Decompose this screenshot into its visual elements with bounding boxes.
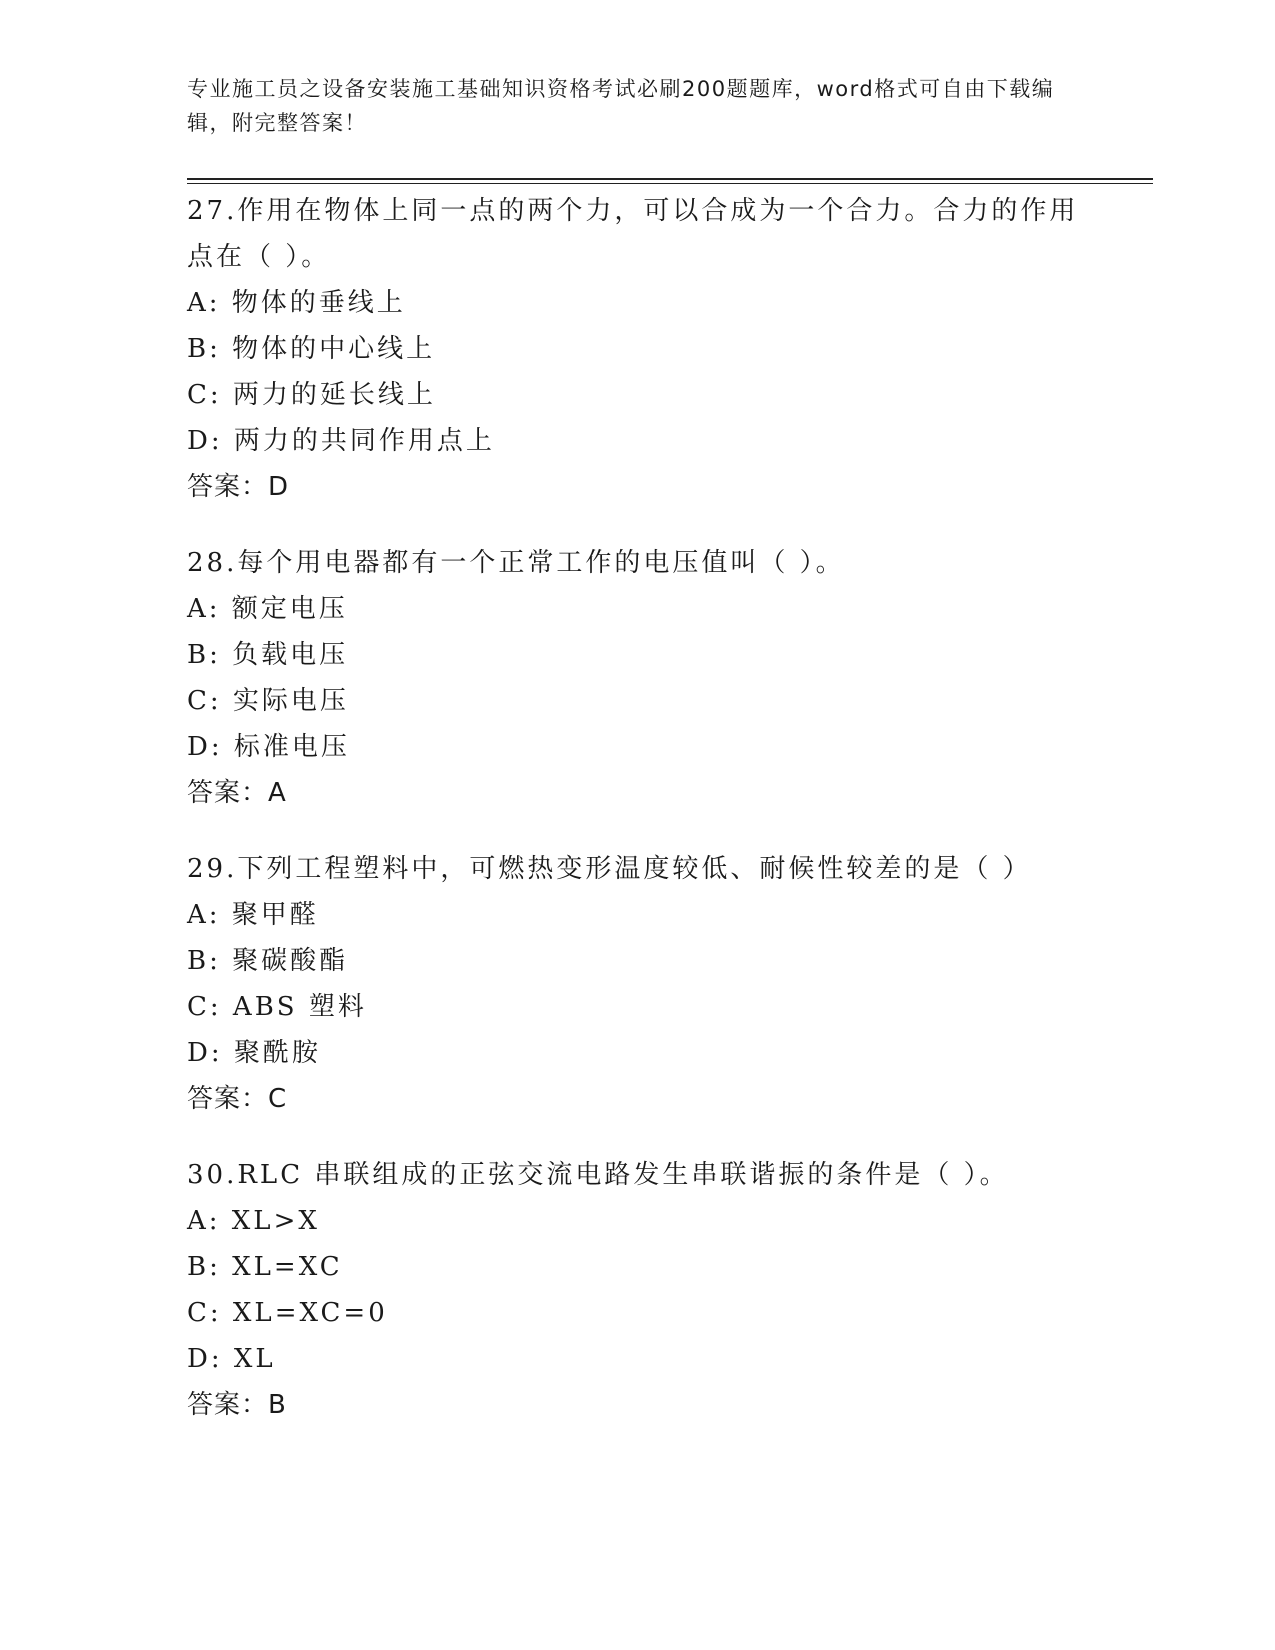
answer: 答案：C (187, 1084, 288, 1114)
option-c: C: 两力的延长线上 (187, 380, 436, 410)
option-c: C: XL=XC=0 (187, 1298, 388, 1328)
option-d: D: 标准电压 (187, 732, 350, 762)
question-stem: 29.下列工程塑料中，可燃热变形温度较低、耐候性较差的是（ ） (187, 854, 1032, 884)
answer: 答案：A (187, 778, 287, 808)
question-stem: 27.作用在物体上同一点的两个力，可以合成为一个合力。合力的作用点在（ ）。 (187, 196, 1079, 272)
option-c: C: ABS 塑料 (187, 992, 367, 1022)
answer: 答案：D (187, 472, 290, 502)
document-header: 专业施工员之设备安装施工基础知识资格考试必刷200题题库，word格式可自由下载编辑，附完整答案！ (187, 77, 1055, 135)
option-d: D: 两力的共同作用点上 (187, 426, 495, 456)
option-b: B: 物体的中心线上 (187, 334, 436, 364)
question-stem: 28.每个用电器都有一个正常工作的电压值叫（ ）。 (187, 548, 845, 578)
question-27 (187, 188, 1087, 510)
option-a: A: XL>X (187, 1206, 320, 1236)
option-a: A: 物体的垂线上 (187, 288, 406, 318)
header-rule-thin (187, 183, 1153, 184)
option-d: D: XL (187, 1344, 276, 1374)
option-a: A: 聚甲醛 (187, 900, 319, 930)
answer: 答案：B (187, 1390, 287, 1420)
question-29 (187, 846, 1087, 1122)
header-rule-thick (187, 178, 1153, 180)
question-stem: 30.RLC 串联组成的正弦交流电路发生串联谐振的条件是（ ）。 (187, 1160, 1009, 1190)
question-30 (187, 1152, 1087, 1428)
option-b: B: 聚碳酸酯 (187, 946, 349, 976)
option-d: D: 聚酰胺 (187, 1038, 321, 1068)
option-b: B: XL=XC (187, 1252, 343, 1282)
option-b: B: 负载电压 (187, 640, 349, 670)
question-28 (187, 540, 1087, 816)
option-c: C: 实际电压 (187, 686, 349, 716)
option-a: A: 额定电压 (187, 594, 348, 624)
question-list (187, 188, 1087, 1458)
